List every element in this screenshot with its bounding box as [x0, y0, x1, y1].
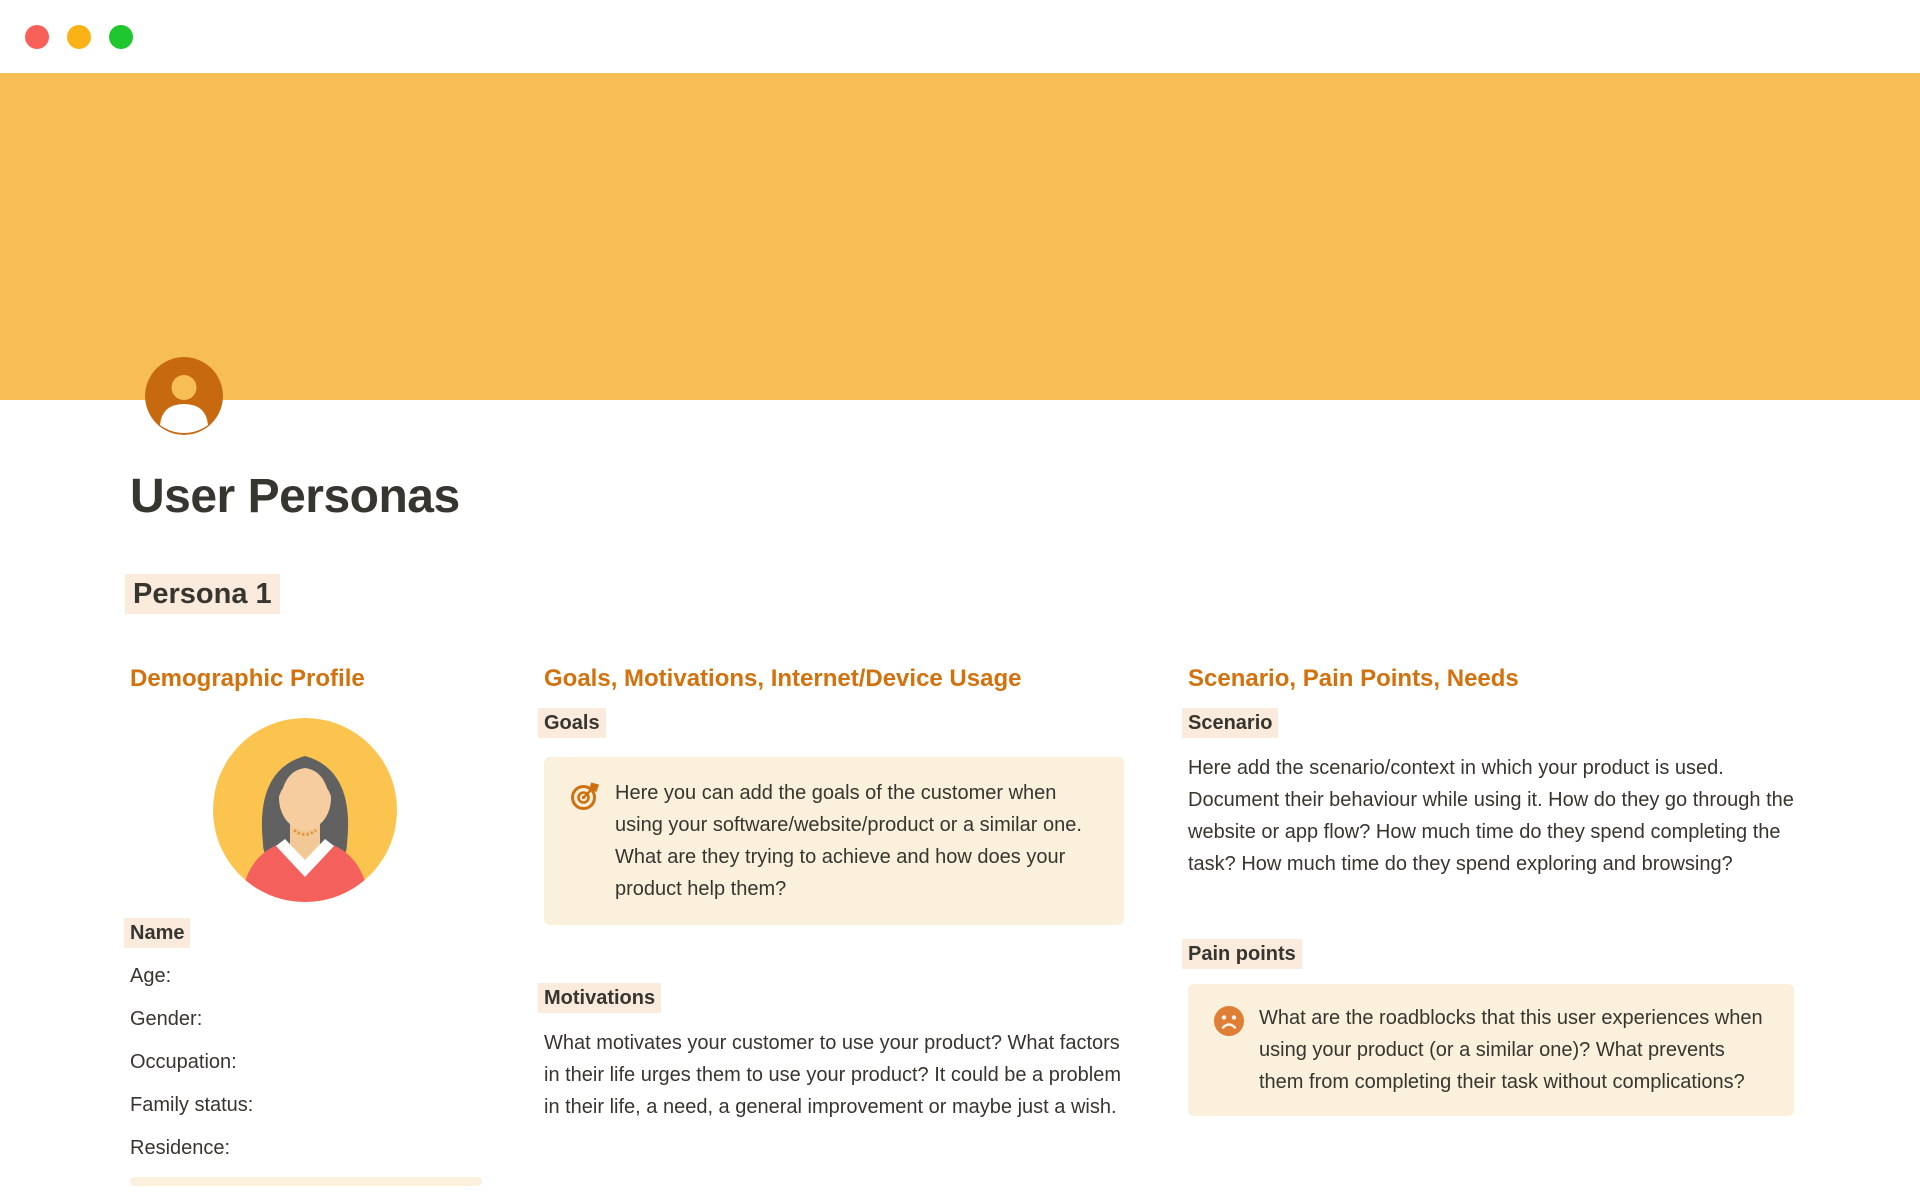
- sad-face-icon: [1214, 1006, 1244, 1041]
- page-cover-banner[interactable]: [0, 73, 1920, 400]
- target-icon: [570, 781, 600, 816]
- woman-avatar-illustration: [213, 718, 397, 902]
- callout-partial: [130, 1177, 482, 1186]
- goals-callout: [544, 757, 1124, 925]
- motivations-paragraph: What motivates your customer to use your product? What factors in their life urges them to use your product? It could be a problem in their life, a need, a general improvement or maybe just a wish.: [544, 1032, 1121, 1118]
- subheading-pain-points: Pain points: [1182, 939, 1302, 969]
- zoom-button[interactable]: [109, 25, 133, 49]
- scenario-paragraph: Here add the scenario/context in which your product is used. Document their behaviour while using it. How do they go through the website or app flow? How much time do they spend completing the task? How much time do they spend exploring and browsing?: [1188, 757, 1794, 875]
- goals-callout-text: Here you can add the goals of the customer when using your software/website/product or a similar one. What are they trying to achieve and how does your product help them?: [615, 782, 1082, 900]
- three-column-layout: [130, 662, 1794, 1186]
- pain-points-callout: [1188, 984, 1794, 1116]
- column-goals-motivations: [544, 662, 1124, 1123]
- field-residence: Residence:: [130, 1137, 231, 1159]
- person-avatar-icon[interactable]: [145, 357, 223, 435]
- window-titlebar: [0, 0, 1920, 73]
- field-age: Age:: [130, 965, 172, 987]
- column-header-goals: Goals, Motivations, Internet/Device Usage: [544, 665, 1022, 692]
- subheading-motivations: Motivations: [538, 983, 661, 1013]
- persona-section-heading: Persona 1: [125, 574, 280, 614]
- minimize-button[interactable]: [67, 25, 91, 49]
- field-family-status: Family status:: [130, 1094, 254, 1116]
- subheading-goals: Goals: [538, 708, 606, 738]
- column-scenario-painpoints: [1188, 662, 1794, 1116]
- person-icon: [145, 357, 223, 435]
- subheading-scenario: Scenario: [1182, 708, 1278, 738]
- column-header-demographic: Demographic Profile: [130, 665, 365, 692]
- demographic-fields: [130, 962, 480, 1162]
- close-button[interactable]: [25, 25, 49, 49]
- field-gender: Gender:: [130, 1008, 203, 1030]
- column-demographic-profile: [130, 662, 480, 1186]
- persona-photo: [213, 718, 397, 902]
- column-header-scenario: Scenario, Pain Points, Needs: [1188, 665, 1519, 692]
- subheading-name: Name: [124, 918, 190, 948]
- field-occupation: Occupation:: [130, 1051, 237, 1073]
- pain-points-callout-text: What are the roadblocks that this user experiences when using your product (or a similar one)? What prevents them from completing their task without complications?: [1259, 1007, 1763, 1093]
- page-title: User Personas: [130, 470, 460, 523]
